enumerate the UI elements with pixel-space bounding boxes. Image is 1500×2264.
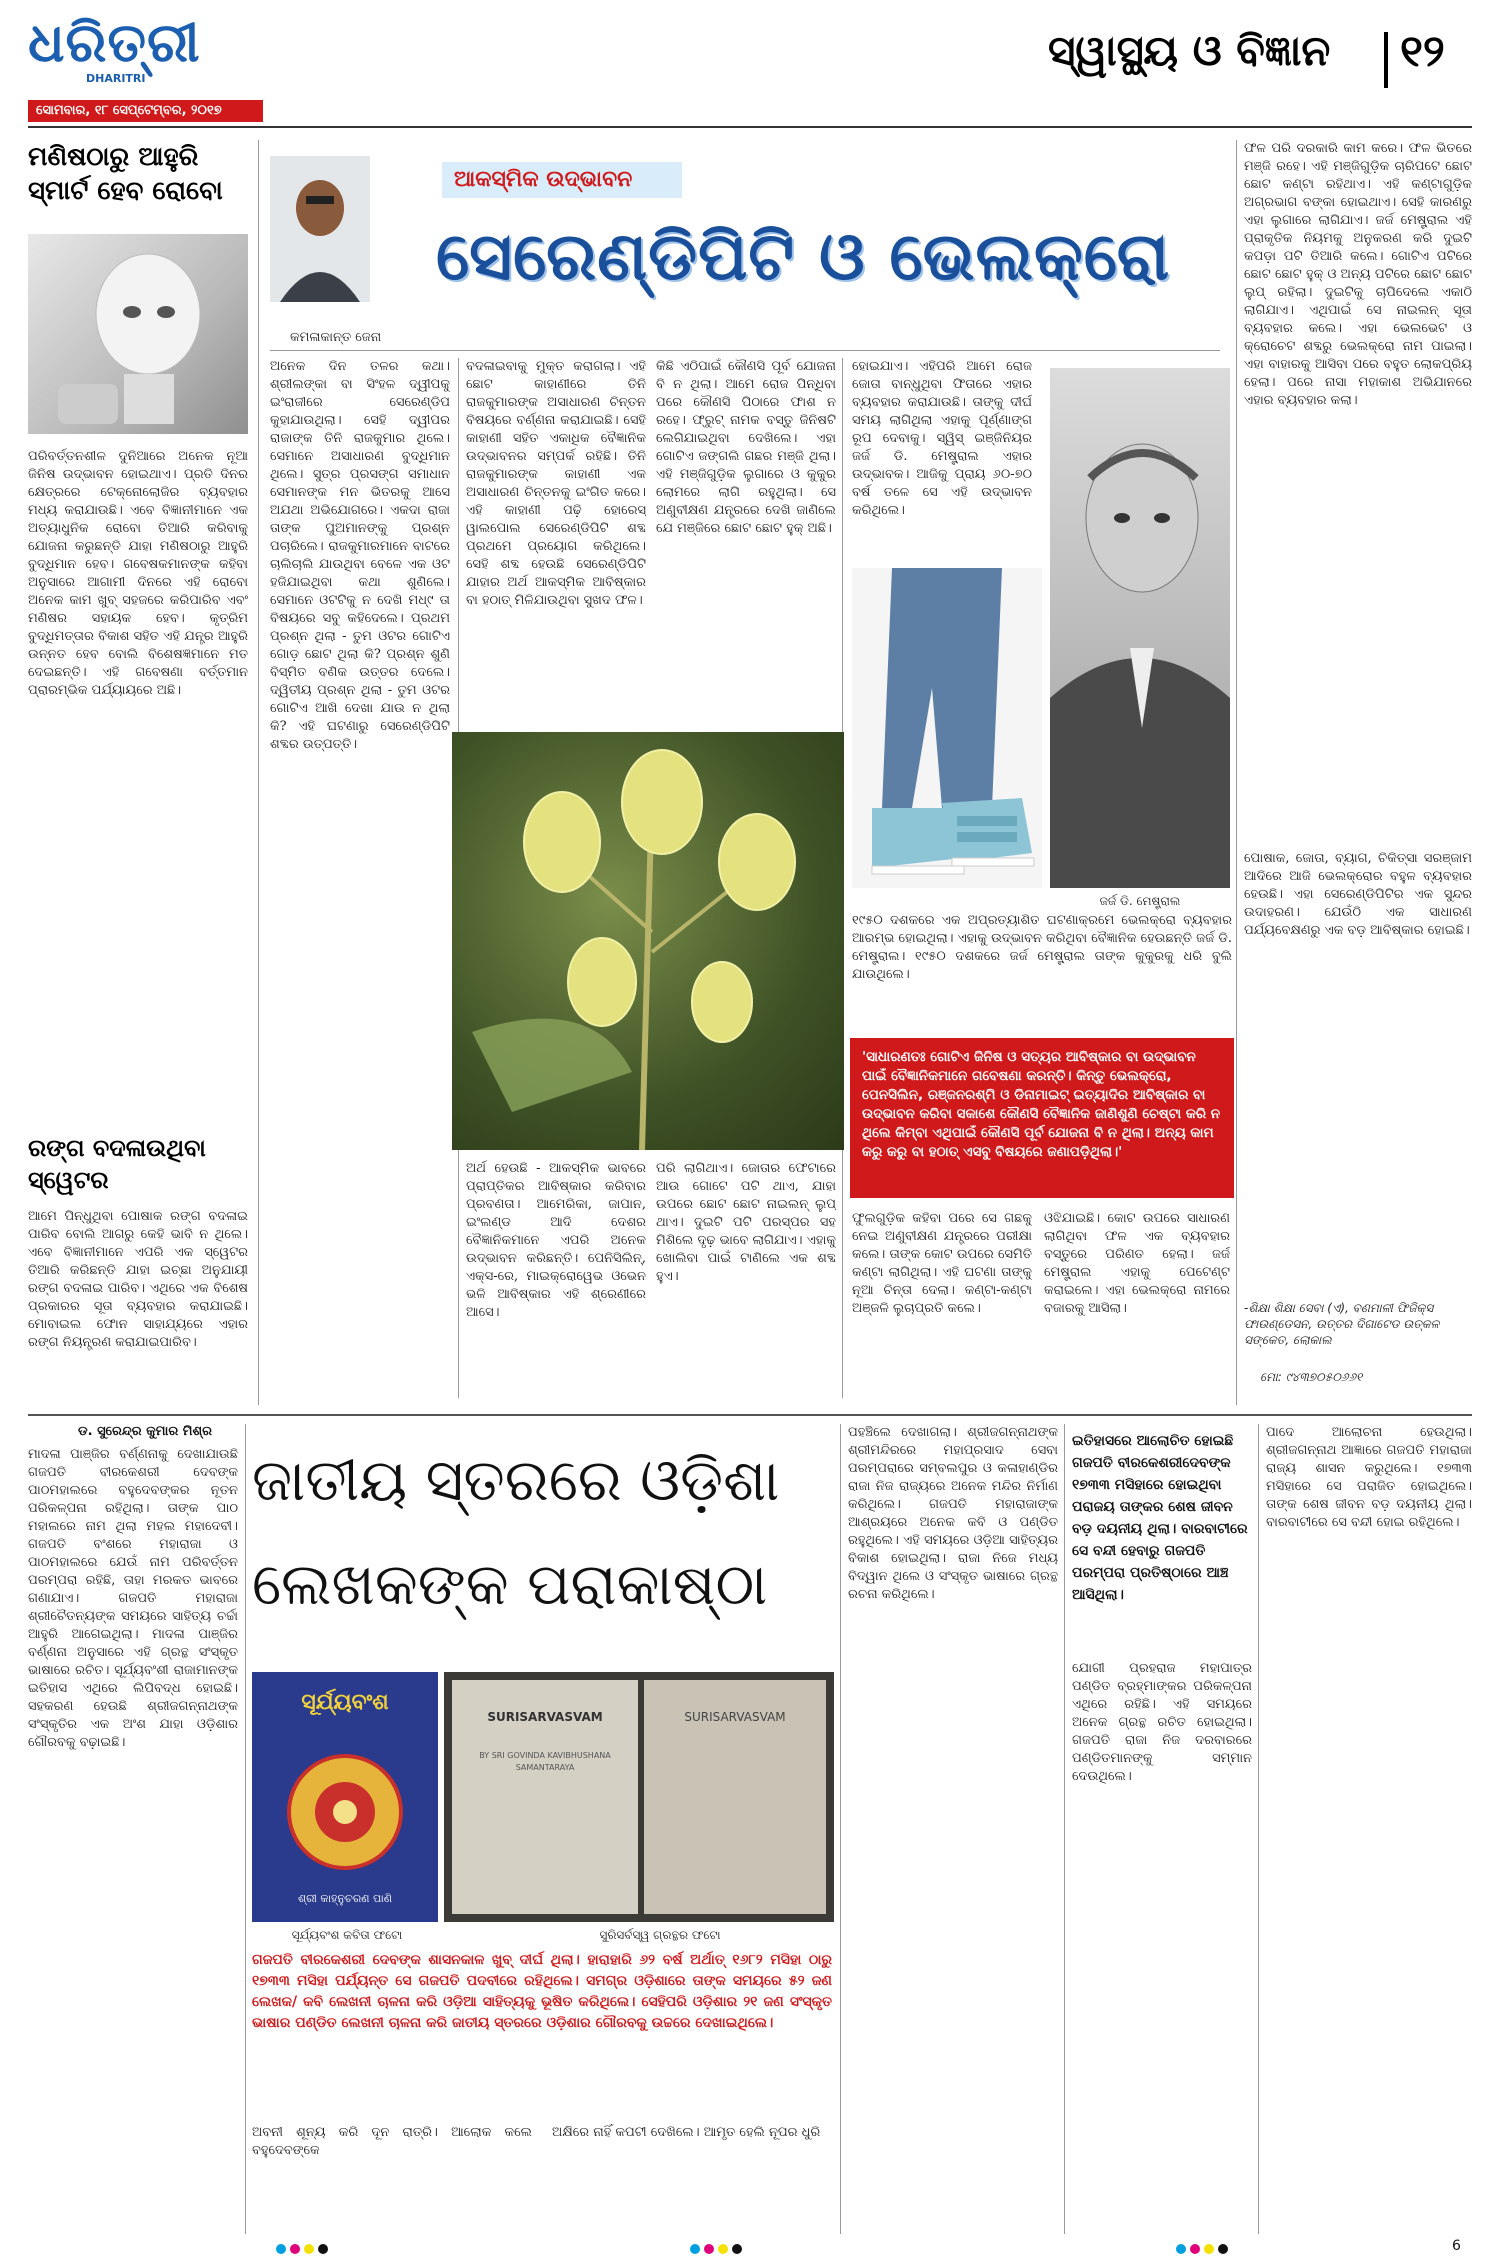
black-dot-3 [1218, 2244, 1228, 2254]
book2-line: BY SRI GOVINDA KAVIBHUSHANA SAMANTARAYA [479, 1751, 611, 1772]
feature-col-4b: ୧୯୫୦ ଦଶକରେ ଏକ ଅପ୍ରତ୍ୟାଶିତ ଘଟଣାକ୍ରମେ ଭେଲକ୍ରୋ ବ୍ୟବହାର ଆରମ୍ଭ ହୋଇଥିଲା। ଏହାକୁ ଉଦ୍ଭାବନ କରିଥିବା ବୈଜ୍ଞାନିକ ହେଉଛନ୍ତି ଜର୍ଜ ଡି. ମେଷ୍ଟ୍ରାଲ। ୧୯୫୦ ଦଶକରେ ଜର୍ଜ ମେଷ୍ଟ୍ରାଲ ତାଙ୍କ କୁକୁରକୁ ଧରି ବୁଲି ଯାଉଥିଲେ। [852, 913, 1232, 982]
bottom-couplet-1: ଅବନୀ ଶୂନ୍ୟ କରି ଦୂନ ରାତ୍ରି। ଆଲୋକ କଲେ ବହୁଦେବଙ୍କେ [252, 2125, 532, 2158]
bottom-headline-box [252, 1428, 832, 1662]
bottom-col-1: ମାଦଳା ପାଞ୍ଜିର ବର୍ଣ୍ଣନାକୁ ଦେଖାଯାଉଛି ଗଜପତି ବୀରକେଶରୀ ଦେବଙ୍କ ପାଠମହାଲରେ ବହୁଦେବଙ୍କର ନୂତନ ପରିକଳ୍ପନା ରହିଥିଲା। ତାଙ୍କ ପାଠ ମହାଲରେ ନାମ ଥିଲା ମହଲ ମହାଦେବୀ। ଗଜପତି ବଂଶରେ ମହାରାଜା ଓ ପାଠମହାଲରେ ଯେଉଁ ନାମ ପରିବର୍ତ୍ତନ ପରମ୍ପରା ରହିଛି, ତାହା ମରକତ ଭାବରେ ଗଣାଯାଏ। ଗଜପତି ମହାରାଜା ଶ୍ରୀଚୈତନ୍ୟଙ୍କ ସମୟରେ ସାହିତ୍ୟ ଚର୍ଚ୍ଚା ଆହୁରି ଆଗେଇଥିଲା। ମାଦଳା ପାଞ୍ଜିର ବର୍ଣ୍ଣନା ଅନୁସାରେ ଏହି ଗ୍ରନ୍ଥ ସଂସ୍କୃତ ଭାଷାରେ ରଚିତ। ସୂର୍ଯ୍ୟବଂଶୀ ରାଜାମାନଙ୍କ ଇତିହାସ ଏଥିରେ ଲିପିବଦ୍ଧ ହୋଇଛି। ସହକରଣ ହେଉଛି ଶ୍ରୀଜଗନ୍ନାଥଙ୍କ ସଂସ୍କୃତିର ଏକ ଅଂଶ ଯାହା ଓଡ଼ିଶାର ଗୌରବକୁ ବଢ଼ାଇଛି। [28, 1447, 238, 1750]
bottom-headline-1: ଜାତୀୟ ସ୍ତରରେ ଓଡ଼ିଶା [252, 1446, 780, 1514]
book1-caption: ସୂର୍ଯ୍ୟବଂଶ କବିତା ଫଟୋ [291, 1928, 403, 1942]
feature-bottom-2: ପରି ଲାଗିଥାଏ। ଜୋତାର ଫେଟାରେ ଆଉ ଗୋଟେ ପଟି ଥାଏ, ଯାହା ଉପରେ ଛୋଟ ଛୋଟ ନାଇଲନ୍ ଲୁପ୍ ଥାଏ। ଦୁଇଟି ପଟି ପରସ୍ପର ସହ ମିଶିଲେ ଦୃଢ଼ ଭାବେ ଲାଗିଯାଏ। ଏହାକୁ ଖୋଲିବା ପାଇଁ ଟାଣିଲେ ଏକ ଶବ୍ଦ ହୁଏ। [656, 1161, 836, 1284]
logo-sub: DHARITRI [86, 72, 146, 85]
logo[interactable] [28, 12, 268, 92]
author-signature: -ଶିକ୍ଷା ଶିକ୍ଷା ସେବା (ଏ), ବଣମାଳୀ ଫିଜିକ୍ସ ଫାଉଣ୍ଡେସନ, ଉତ୍ତର ଦିଗାଟେଡ ଉତ୍କଳ ସଙ୍କେତ, ଲୋକାଲ [1244, 1301, 1440, 1347]
shoe-illustration [852, 568, 1042, 888]
left-story-body-2: ଆମେ ପିନ୍ଧୁଥିବା ପୋଷାକ ରଙ୍ଗ ବଦଳାଇ ପାରିବ ବୋଲି ଆଗରୁ କେହି ଭାବି ନ ଥିଲେ। ଏବେ ବିଜ୍ଞାନୀମାନେ ଏପରି ଏକ ସ୍ୱେଟର ତିଆରି କରିଛନ୍ତି ଯାହା ଇଚ୍ଛା ଅନୁଯାୟୀ ରଙ୍ଗ ବଦଳାଇ ପାରିବ। ଏଥିରେ ଏକ ବିଶେଷ ପ୍ରକାରର ସୂତା ବ୍ୟବହାର କରାଯାଇଛି। ମୋବାଇଲ ଫୋନ ସାହାଯ୍ୟରେ ଏହାର ରଙ୍ଗ ନିୟନ୍ତ୍ରଣ କରାଯାଇପାରିବ। [28, 1209, 248, 1350]
bottom-col-2: ପହଞ୍ଚିଲେ ଦେଖାଗଲା। ଶ୍ରୀଜଗନ୍ନାଥଙ୍କ ଶ୍ରୀମନ୍ଦିରରେ ମହାପ୍ରସାଦ ସେବା ପରମ୍ପରାରେ ସମ୍ବଲପୁର ଓ କଳାହାଣ୍ଡିର ରାଜା ନିଜ ରାଜ୍ୟରେ ଅନେକ ମନ୍ଦିର ନିର୍ମାଣ କରିଥିଲେ। ଗଜପତି ମହାରାଜାଙ୍କ ଆଶ୍ରୟରେ ଅନେକ କବି ଓ ପଣ୍ଡିତ ରହୁଥିଲେ। ଏହି ସମୟରେ ଓଡ଼ିଆ ସାହିତ୍ୟର ବିକାଶ ହୋଇଥିଲା। ରାଜା ନିଜେ ମଧ୍ୟ ବିଦ୍ୱାନ ଥିଲେ ଓ ସଂସ୍କୃତ ଭାଷାରେ ଗ୍ରନ୍ଥ ରଚନା କରିଥିଲେ। [848, 1425, 1058, 1602]
feature-bottom-4: ଓଝିଯାଇଛି। କୋଟ ଉପରେ ସାଧାରଣ ଲାଗିଥିବା ଫଳ ଏକ ବ୍ୟବହାର ବସ୍ତୁରେ ପରିଣତ ହେଲା। ଜର୍ଜ ମେଷ୍ଟ୍ରାଲ ଏହାକୁ ପେଟେଣ୍ଟ କରାଇଲେ। ଏହା ଭେଲକ୍ରୋ ନାମରେ ବଜାରକୁ ଆସିଲା। [1044, 1211, 1230, 1316]
bottom-col-rule-1 [245, 1424, 246, 2234]
left-headline: ମଣିଷଠାରୁ ଆହୁରି ସ୍ମାର୍ଟ ହେବ ରୋବୋ [28, 142, 223, 206]
bottom-col3-headline: ଇତିହାସରେ ଆଲୋଚିତ ହୋଇଛି ଗଜପତି ବୀରକେଶରୀଦେବଙ୍କ ୧୭୩୩ ମସିହାରେ ହୋଇଥିବା ପରାଜୟ ତାଙ୍କର ଶେଷ ଜୀବନ ବଡ଼ ଦୟନୀୟ ଥିଲା। ବାରବାଟୀରେ ସେ ବନ୍ଦୀ ହେବାରୁ ଗଜପତି ପରମ୍ପରା ପ୍ରତିଷ୍ଠାରେ ଆଞ୍ଚ ଆସିଥିଲା। [1072, 1433, 1248, 1603]
feature-kicker [442, 162, 682, 198]
yellow-dot [304, 2244, 314, 2254]
section-name: ସ୍ୱାସ୍ଥ୍ୟ ଓ ବିଜ୍ଞାନ [1048, 26, 1331, 75]
author-portrait [270, 156, 370, 302]
bottom-col-rule-2 [840, 1424, 841, 2234]
bottom-col-4: ପାଦେ ଆଲୋଚନା ହେଉଥିଲା। ଶ୍ରୀଜଗନ୍ନାଥ ଆଜ୍ଞାରେ ଗଜପତି ମହାରାଜା ରାଜ୍ୟ ଶାସନ କରୁଥିଲେ। ୧୭୩୩ ମସିହାରେ ସେ ପରାଜିତ ହୋଇଥିଲେ। ତାଙ୍କ ଶେଷ ଜୀବନ ବଡ଼ ଦୟନୀୟ ଥିଲା। ବାରବାଟୀରେ ସେ ବନ୍ଦୀ ହୋଇ ରହିଥିଲେ। [1266, 1425, 1472, 1530]
black-dot-2 [732, 2244, 742, 2254]
velcro-shoe-photo [852, 568, 1042, 888]
de-mestral-photo [1050, 368, 1230, 888]
feature-col-1: ଅନେକ ଦିନ ତଳର କଥା। ଶ୍ରୀଲଙ୍କା ବା ସିଂହଳ ଦ୍ୱୀପକୁ ଇଂରାଜୀରେ ସେରେଣ୍ଡିପ କୁହାଯାଉଥିଲା। ସେହି ଦ୍ୱୀପର ରାଜାଙ୍କ ତିନି ରାଜକୁମାର ଥିଲେ। ସେମାନେ ଅସାଧାରଣ ବୁଦ୍ଧିମାନ ଥିଲେ। ସୁତ୍ର ପ୍ରସଙ୍ଗ ସମାଧାନ ସେମାନଙ୍କ ମନ ଭିତରକୁ ଆସେ ଅଯଥା ଅଭିଯୋଗରେ। ଏକଦା ରାଜା ତାଙ୍କ ପୁଅମାନଙ୍କୁ ପ୍ରଶ୍ନ ପଚାରିଲେ। ରାଜକୁମାରମାନେ ବାଟରେ ଚାଲିଚାଲି ଯାଉଥିବା ବେଳେ ଏକ ଓଟ ହଜିଯାଇଥିବା କଥା ଶୁଣିଲେ। ସେମାନେ ଓଟଟିକୁ ନ ଦେଖି ମଧ୍୯ ତା ବିଷୟରେ ସବୁ କହିଦେଲେ। ପ୍ରଥମ ପ୍ରଶ୍ନ ଥିଲା - ତୁମ ଓଟର ଗୋଟିଏ ଗୋଡ଼ ଛୋଟ ଥିଲା କି? ପ୍ରଶ୍ନ ଶୁଣି ବିସ୍ମିତ ବଣିକ ଉତ୍ତର ଦେଲେ। ଦ୍ୱିତୀୟ ପ୍ରଶ୍ନ ଥିଲା - ତୁମ ଓଟର ଗୋଟିଏ ଆଖି ଦେଖା ଯାଉ ନ ଥିଲା କି? ଏହି ଘଟଣାରୁ ସେରେଣ୍ଡିପିଟି ଶବ୍ଦର ଉତ୍ପତ୍ତି। [270, 359, 450, 752]
registration-marks [0, 2244, 1500, 2256]
bottom-couplet-2: ଅକ୍ଷିରେ ନାହିଁ କପଟୀ ଦେଖିଲେ। ଆମୃତ ହେଲି ନୂପର ଧୁରି [552, 2125, 821, 2140]
book-surisarvasvam [444, 1672, 834, 1922]
bottom-author: ଡ. ସୁରେନ୍ଦ୍ର କୁମାର ମିଶ୍ର [77, 1424, 213, 1439]
author-name: କମଳାକାନ୍ତ ଜେନା [290, 330, 382, 345]
section-title [1048, 22, 1472, 102]
magenta-dot [290, 2244, 300, 2254]
de-mestral-caption: ଜର୍ଜ ଡି. ମେଷ୍ଟ୍ରାଲ [1099, 894, 1181, 908]
book1-author: ଶ୍ରୀ କାହ୍ନୁଚରଣ ପାଣି [297, 1892, 393, 1905]
feature-bottom-1: ଅର୍ଥ ହେଉଛି - ଆକସ୍ମିକ ଭାବରେ ପ୍ରାପ୍ତିକର ଆବିଷ୍କାର କରିବାର ପ୍ରବଣତା। ଆମେରିକା, ଜାପାନ, ଇଂଲଣ୍ଡ ଆଦି ଦେଶର ବୈଜ୍ଞାନିକମାନେ ଏପରି ଅନେକ ଉଦ୍ଭାବନ କରିଛନ୍ତି। ପେନିସିଲିନ୍, ଏକ୍ସ-ରେ, ମାଇକ୍ରୋୱେଭ ଓଭେନ ଭଳି ଆବିଷ୍କାର ଏହି ଶ୍ରେଣୀରେ ଆସେ। [466, 1161, 646, 1320]
book1-title: ସୂର୍ଯ୍ୟବଂଶ [301, 1690, 389, 1715]
section-divider [1384, 32, 1388, 88]
feature-col-5b: ପୋଷାକ, ଜୋତା, ବ୍ୟାଗ, ଚିକିତ୍ସା ସରଞ୍ଜାମ ଆଦିରେ ଆଜି ଭେଲକ୍ରୋର ବହୁଳ ବ୍ୟବହାର ହେଉଛି। ଏହା ସେରେଣ୍ଡିପିଟିର ଏକ ସୁନ୍ଦର ଉଦାହରଣ। ଯେଉଁଠି ଏକ ସାଧାରଣ ପର୍ଯ୍ୟବେକ୍ଷଣରୁ ଏକ ବଡ଼ ଆବିଷ୍କାର ହୋଇଛି। [1244, 851, 1472, 938]
left-story [28, 140, 248, 1400]
pull-quote-text: 'ସାଧାରଣତଃ ଗୋଟିଏ ଜିନିଷ ଓ ସତ୍ୟର ଆବିଷ୍କାର ବା ଉଦ୍ଭାବନ ପାଇଁ ବୈଜ୍ଞାନିକମାନେ ଗବେଷଣା କରନ୍ତି। କିନ୍ତୁ ଭେଲକ୍ରୋ, ପେନସିଲିନ, ରଞ୍ଜନରଶ୍ମି ଓ ଡିନାମାଇଟ୍ ଇତ୍ୟାଦିର ଆବିଷ୍କାର ବା ଉଦ୍ଭାବନ କରିବା ସକାଶେ କୌଣସି ବୈଜ୍ଞାନିକ ଜାଣିଶୁଣି ଚେଷ୍ଟା କରି ନ ଥିଲେ କିମ୍ବା ଏଥିପାଇଁ କୌଣସି ପୂର୍ବ ଯୋଜନା ବି ନ ଥିଲା। ଅନ୍ୟ କାମ କରୁ କରୁ ବା ହଠାତ୍ ଏସବୁ ବିଷୟରେ ଜଣାପଡ଼ିଥିଲା।' [862, 1049, 1221, 1160]
left-subhead: ରଙ୍ଗ ବଦଳାଉଥିବା ସ୍ୱେଟର [28, 1134, 206, 1194]
feature-col-5: ଫଳ ପରି ଦରକାରି କାମ କରେ। ଫଳ ଭିତରେ ମଞ୍ଜି ରହେ। ଏହି ମଞ୍ଜିଗୁଡ଼ିକ ଚାରିପଟେ ଛୋଟ ଛୋଟ କଣ୍ଟା ରହିଥାଏ। ଏହି କଣ୍ଟାଗୁଡ଼ିକ ଅଗ୍ରଭାଗ ବଙ୍କା ହୋଇଥାଏ। ସେହି କାରଣରୁ ଏହା ଲୁଗାରେ ଲାଗିଯାଏ। ଜର୍ଜ ମେଷ୍ଟ୍ରାଲ ଏହି ପ୍ରାକୃତିକ ନିୟମକୁ ଅନୁକରଣ କରି ଦୁଇଟି କପଡ଼ା ପଟି ତିଆରି କଲେ। ଗୋଟିଏ ପଟିରେ ଛୋଟ ଛୋଟ ହୁକ୍ ଓ ଅନ୍ୟ ପଟିରେ ଛୋଟ ଛୋଟ ଲୁପ୍ ରହିଲା। ଦୁଇଟିକୁ ଚାପିଦେଲେ ଏକାଠି ଲାଗିଯାଏ। ଏଥିପାଇଁ ସେ ନାଇଲନ୍ ସୂତା ବ୍ୟବହାର କଲେ। ଏହା ଭେଲଭେଟ ଓ କ୍ରୋଚେଟ ଶବ୍ଦରୁ ଭେଲକ୍ରୋ ନାମ ପାଇଲା। ଏହା ବାହାରକୁ ଆସିବା ପରେ ବହୁତ ଲୋକପ୍ରିୟ ହେଲା। ପରେ ନାସା ମହାକାଶ ଅଭିଯାନରେ ଏହାର ବ୍ୟବହାର କଲା। [1244, 141, 1472, 408]
book2-caption: ସୁରିସର୍ବସ୍ୱ ଗ୍ରନ୍ଥର ଫଟୋ [599, 1928, 721, 1942]
feature-top-rule [270, 350, 1220, 351]
bottom-headline-2: ଲେଖକଙ୍କ ପରାକାଷ୍ଠା [252, 1550, 768, 1618]
book2-title: SURISARVASVAM [487, 1710, 603, 1724]
highlight-paragraph: ଗଜପତି ବୀରକେଶରୀ ଦେବଙ୍କ ଶାସନକାଳ ଖୁବ୍ ଦୀର୍ଘ ଥିଲା। ହାରାହାରି ୬୨ ବର୍ଷ ଅର୍ଥାତ୍ ୧୬୮୨ ମସିହା ଠାରୁ ୧୭୩୩ ମସିହା ପର୍ଯ୍ୟନ୍ତ ସେ ଗଜପତି ପଦବୀରେ ରହିଥିଲେ। ସମଗ୍ର ଓଡ଼ିଶାରେ ତାଙ୍କ ସମୟରେ ୫୨ ଜଣ ଲେଖକ/ କବି ଲେଖନୀ ଚାଳନା କରି ଓଡ଼ିଆ ସାହିତ୍ୟକୁ ଭୂଷିତ କରିଥିଲେ। ସେହିପରି ଓଡ଼ିଶାର ୨୧ ଜଣ ସଂସ୍କୃତ ଭାଷାର ପଣ୍ଡିତ ଲେଖନୀ ଚାଳନା କରି ଜାତୀୟ ସ୍ତରରେ ଓଡ଼ିଶାର ଗୌରବକୁ ଉଚ୍ଚରେ ଦେଖାଇଥିଲେ। [252, 1952, 832, 2031]
book-cover-suryavamsa [252, 1672, 438, 1922]
black-dot [318, 2244, 328, 2254]
masthead-rule [28, 126, 1472, 128]
robot-head-illustration [28, 234, 248, 434]
book2-page [452, 1680, 638, 1914]
yellow-dot-2 [718, 2244, 728, 2254]
masthead [28, 12, 1472, 122]
author-photo [270, 156, 370, 302]
feature-col-3: କିଛି ଏଠିପାଇଁ କୌଣସି ପୂର୍ବ ଯୋଜନା ବି ନ ଥିଲା। ଆମେ ରୋଜ ପିନ୍ଧିବା ପରେ କୌଣସି ପିଠାରେ ଫାଶ ନ ରହେ। ଫ୍ରୁଟ୍ ନାମକ ବସ୍ତୁ ଜିନିଷଟି ଲେଗିଯାଇଥିବା ଦେଖିଲେ। ଏହା ଗୋଟିଏ ଜଙ୍ଗଲି ଗଛର ମଞ୍ଜି ଥିଲା। ଏହି ମଞ୍ଜିଗୁଡ଼ିକ ଲୁଗାରେ ଓ କୁକୁର ଲୋମରେ ଲାଗି ରହୁଥିଲା। ସେ ଅଣୁବୀକ୍ଷଣ ଯନ୍ତ୍ରରେ ଦେଖି ଜାଣିଲେ ଯେ ମଞ୍ଜିରେ ଛୋଟ ଛୋଟ ହୁକ୍ ଅଛି। [656, 359, 836, 536]
date-bar [28, 100, 263, 122]
burdock-seed-illustration [452, 732, 844, 1150]
bottom-col-rule-3 [1064, 1424, 1065, 2234]
magenta-dot-2 [704, 2244, 714, 2254]
feature-col-2: ବଦଳାଇବାକୁ ମୁକ୍ତ କରାଗଲା। ଏହି ଛୋଟ କାହାଣୀରେ ତିନି ରାଜକୁମାରଙ୍କ ଅସାଧାରଣ ଚିନ୍ତନ ବିଷୟରେ ବର୍ଣ୍ଣନା କରାଯାଇଛି। ସେହି କାହାଣୀ ସହିତ ଏକାଧିକ ବୈଜ୍ଞାନିକ ଉଦ୍ଭାବନର ସମ୍ପର୍କ ରହିଛି। ତିନି ରାଜକୁମାରଙ୍କ କାହାଣୀ ଏକ ଅସାଧାରଣ ଚିନ୍ତନକୁ ଇଂଗିତ କରେ। ଏହି କାହାଣୀ ପଢ଼ି ହୋରେସ୍ ୱାଲପୋଲ ସେରେଣ୍ଡିପିଟି ଶବ୍ଦ ପ୍ରଥମେ ପ୍ରୟୋଗ କରିଥିଲେ। ସେହି ଶବ୍ଦ ହେଉଛି ସେରେଣ୍ଡିପିଟି ଯାହାର ଅର୍ଥ ଆକସ୍ମିକ ଆବିଷ୍କାର ବା ହଠାତ୍ ମିଳିଯାଉଥିବା ସୁଖଦ ଫଳ। [466, 359, 646, 608]
bottom-col-rule-4 [1258, 1424, 1259, 2234]
kicker-text: ଆକସ୍ମିକ ଉଦ୍ଭାବନ [454, 167, 633, 192]
cyan-dot [276, 2244, 286, 2254]
yellow-dot-3 [1204, 2244, 1214, 2254]
feature-col-rule-3 [1236, 140, 1237, 1405]
cyan-dot-2 [690, 2244, 700, 2254]
feature-col-4: ହୋଇଯାଏ। ଏହିପରି ଆମେ ରୋଜ ଜୋତା ବାନ୍ଧୁଥିବା ଫିତାରେ ଏହାର ବ୍ୟବହାର କରାଯାଉଛି। ତାଙ୍କୁ ଦୀର୍ଘ ସମୟ ଲାଗିଥିଲା ଏହାକୁ ପୂର୍ଣ୍ଣାଙ୍ଗ ରୂପ ଦେବାକୁ। ସ୍ୱିସ୍ ଇଞ୍ଜିନିୟର ଜର୍ଜ ଡି. ମେଷ୍ଟ୍ରାଲ ଏହାର ଉଦ୍ଭାବକ। ଆଜିକୁ ପ୍ରାୟ ୬୦-୭୦ ବର୍ଷ ତଳେ ସେ ଏହି ଉଦ୍ଭାବନ କରିଥିଲେ। [852, 359, 1032, 518]
bottom-col-3: ଯୋଗୀ ପ୍ରହରାଜ ମହାପାତ୍ର ପଣ୍ଡିତ ବ୍ରହ୍ମାଙ୍କର ପରିକଳ୍ପନା ଏଥିରେ ରହିଛି। ଏହି ସମୟରେ ଅନେକ ଗ୍ରନ୍ଥ ରଚିତ ହୋଇଥିଲା। ଗଜପତି ରାଜା ନିଜ ଦରବାରରେ ପଣ୍ଡିତମାନଙ୍କୁ ସମ୍ମାନ ଦେଉଥିଲେ। [1072, 1661, 1252, 1784]
burdock-photo [452, 732, 844, 1150]
issue-date: ସୋମବାର, ୧୮ ସେପ୍ଟେମ୍ବର, ୨୦୧୭ [36, 103, 222, 118]
de-mestral-portrait [1050, 368, 1230, 888]
page-marker: 6 [1452, 2238, 1461, 2254]
author-phone: ମୋ: ୯୪୩୭୦୫୦୬୬୧ [1260, 1370, 1363, 1384]
book3-page [644, 1680, 826, 1914]
left-story-body: ପରିବର୍ତ୍ତନଶୀଳ ଦୁନିଆରେ ଅନେକ ନୂଆ ଜିନିଷ ଉଦ୍ଭାବନ ହୋଇଥାଏ। ପ୍ରତି ଦିନର କ୍ଷେତ୍ରରେ ଟେକ୍ନୋଲୋଜିର ବ୍ୟବହାର ମଧ୍ୟ କରାଯାଉଛି। ଏବେ ବିଜ୍ଞାନୀମାନେ ଏକ ଅତ୍ୟାଧୁନିକ ରୋବୋ ତିଆରି କରିବାକୁ ଯୋଜନା କରୁଛନ୍ତି ଯାହା ମଣିଷଠାରୁ ଆହୁରି ବୁଦ୍ଧିମାନ ହେବ। ଗବେଷକମାନଙ୍କ କହିବା ଅନୁସାରେ ଆଗାମୀ ଦିନରେ ଏହି ରୋବୋ ଅନେକ କାମ ଖୁବ୍ ସହଜରେ କରିପାରିବ ଏବଂ ମଣିଷର ସହାୟକ ହେବ। କୃତ୍ରିମ ବୁଦ୍ଧିମତ୍ତାର ବିକାଶ ସହିତ ଏହି ଯନ୍ତ୍ର ଆହୁରି ଉନ୍ନତ ହେବ ବୋଲି ବିଶେଷଜ୍ଞମାନେ ମତ ଦେଇଛନ୍ତି। ଏହି ଗବେଷଣା ବର୍ତ୍ତମାନ ପ୍ରାରମ୍ଭିକ ପର୍ଯ୍ୟାୟରେ ଅଛି। [28, 449, 248, 698]
section-separator [28, 1414, 1472, 1416]
feature-headline: ସେରେଣ୍ଡିପିଟି ଓ ଭେଲକ୍ରୋ [436, 218, 1171, 295]
robot-photo [28, 234, 248, 434]
left-column-rule [258, 140, 259, 1405]
pull-quote-box [850, 1038, 1234, 1198]
magenta-dot-3 [1190, 2244, 1200, 2254]
page-number: ୧୨ [1400, 26, 1445, 77]
mandala-icon [252, 1672, 438, 1922]
logo-text: ଧରିତ୍ରୀ [28, 11, 201, 74]
book3-title: SURISARVASVAM [684, 1710, 786, 1724]
cyan-dot-3 [1176, 2244, 1186, 2254]
feature-bottom-3: ଫୁଲଗୁଡ଼ିକ କହିବା ପରେ ସେ ଗଛକୁ ନେଇ ଅଣୁବୀକ୍ଷଣ ଯନ୍ତ୍ରରେ ପରୀକ୍ଷା କଲେ। ତାଙ୍କ କୋଟ ଉପରେ ସେମିତି କଣ୍ଟା ଲାଗିଥିଲା। ଏହି ଘଟଣା ତାଙ୍କୁ ନୂଆ ଚିନ୍ତା ଦେଲା। କଣ୍ଟା-କଣ୍ଟା ଅଞ୍ଜଳି ଲୁଚାପ୍ରତି କଲେ। [852, 1211, 1032, 1316]
footer-bar [0, 2236, 1500, 2264]
